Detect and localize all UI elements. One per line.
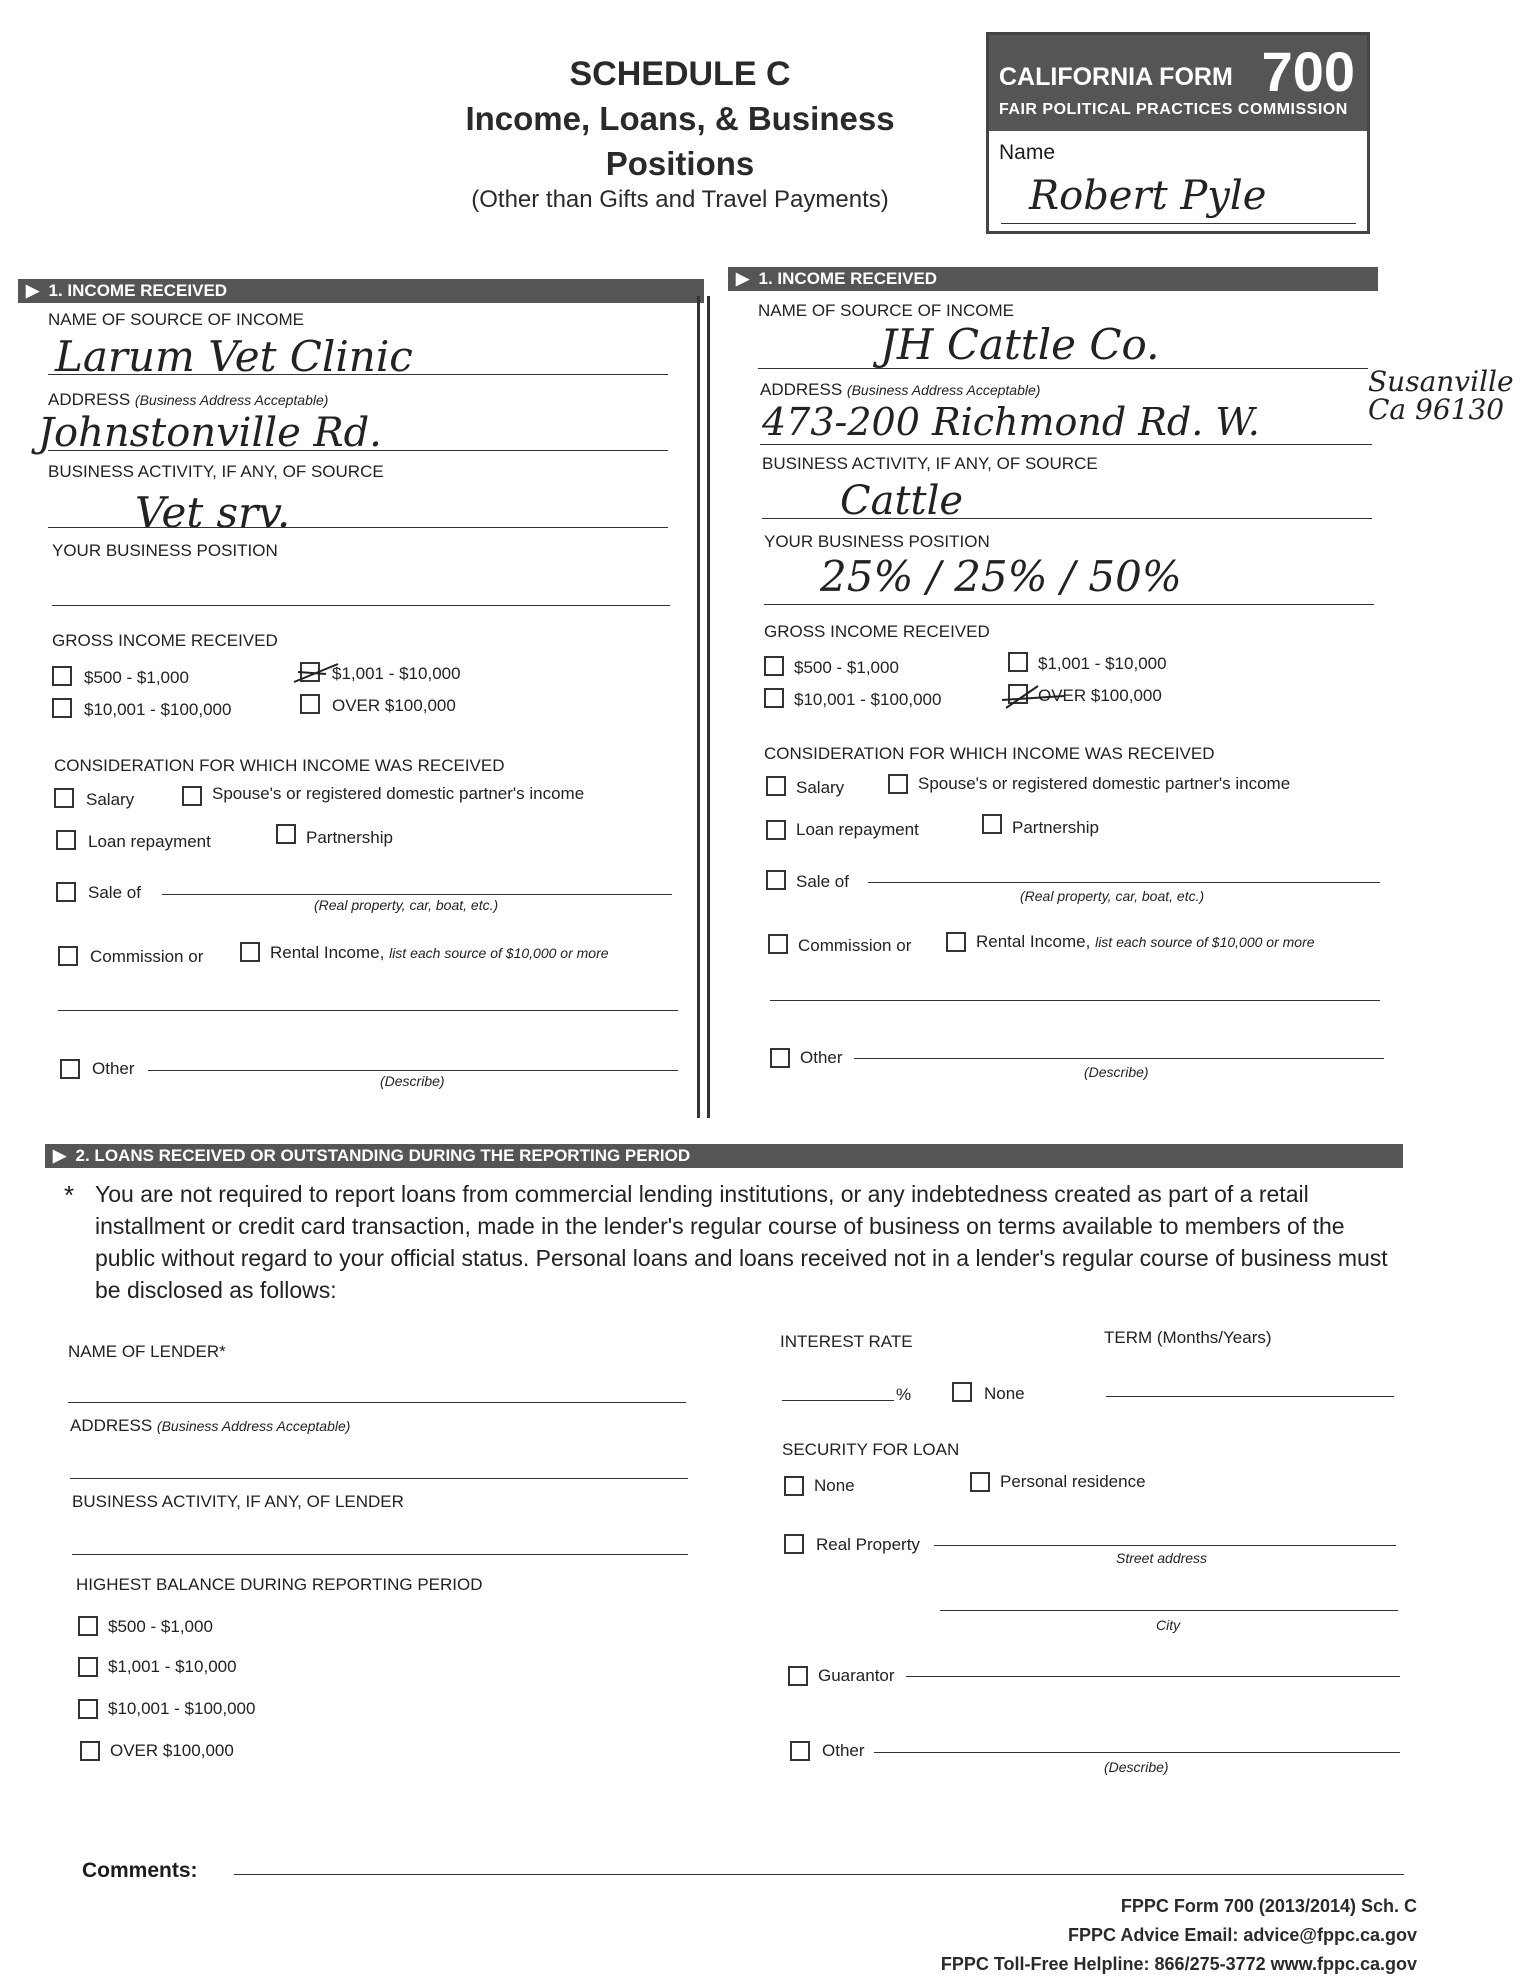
street-address-hint: Street address [1116,1550,1208,1566]
left-gross-10001-label: $10,001 - $100,000 [84,700,232,719]
right-consideration-label: CONSIDERATION FOR WHICH INCOME WAS RECEIVED [764,744,1215,763]
guarantor-line [906,1676,1400,1677]
guarantor-label: Guarantor [818,1666,895,1685]
right-position-line [764,604,1374,605]
right-address-label [760,380,1040,400]
income-left-section-title: 1. INCOME RECEIVED [48,281,228,300]
balance-10001-label: $10,001 - $100,000 [108,1699,256,1718]
right-gross-1001-label: $1,001 - $10,000 [1038,654,1167,673]
left-partnership-checkbox[interactable] [276,824,296,844]
right-gross-10001-label: $10,001 - $100,000 [794,690,942,709]
right-sale-checkbox[interactable] [766,870,786,890]
balance-label: HIGHEST BALANCE DURING REPORTING PERIOD [76,1575,483,1594]
right-gross-over-mark [998,684,1068,710]
left-gross-500-label: $500 - $1,000 [84,668,189,687]
right-sale-label: Sale of [796,872,849,891]
left-gross-10001-checkbox[interactable] [52,698,72,718]
right-source-label: NAME OF SOURCE OF INCOME [758,301,1014,320]
filer-name-signature: Robert Pyle [1029,173,1267,219]
left-position-line [52,605,670,606]
form-label: CALIFORNIA FORM [999,63,1233,91]
lender-address-label-text: ADDRESS [70,1416,153,1435]
lender-address-hint: (Business Address Acceptable) [156,1418,351,1434]
left-source-value[interactable]: Larum Vet Clinic [55,332,413,381]
schedule-title: SCHEDULE C [569,55,791,93]
right-loan-repayment-checkbox[interactable] [766,820,786,840]
loan-other-label: Other [822,1741,865,1760]
left-gross-over-label: OVER $100,000 [332,696,456,715]
filer-name-label: Name [999,141,1056,164]
footer-form-id: FPPC Form 700 (2013/2014) Sch. C [1120,1896,1417,1916]
city-hint: City [1156,1617,1181,1633]
right-sale-line [868,882,1380,883]
comments-label: Comments: [82,1859,198,1882]
lender-name-line [68,1402,686,1403]
right-source-value[interactable]: JH Cattle Co. [880,320,1160,369]
balance-10001-checkbox[interactable] [78,1699,98,1719]
right-gross-label: GROSS INCOME RECEIVED [764,622,990,641]
lender-name-label: NAME OF LENDER* [68,1342,226,1361]
right-source-line [758,368,1368,369]
page-title-line2: Positions [605,145,755,182]
loans-section-title: 2. LOANS RECEIVED OR OUTSTANDING DURING THE REPORTING PERIOD [75,1146,691,1165]
right-rental-checkbox[interactable] [946,932,966,952]
left-rental-label [270,943,609,963]
balance-over-checkbox[interactable] [80,1741,100,1761]
security-none-checkbox[interactable] [784,1476,804,1496]
left-sale-line [162,894,672,895]
real-property-checkbox[interactable] [784,1534,804,1554]
left-spouse-checkbox[interactable] [182,786,202,806]
interest-none-label: None [984,1384,1025,1403]
left-rental-text: Rental Income, [270,943,385,962]
interest-none-checkbox[interactable] [952,1382,972,1402]
balance-500-label: $500 - $1,000 [108,1617,213,1636]
right-activity-value[interactable]: Cattle [840,478,964,524]
real-property-label: Real Property [816,1535,920,1554]
left-commission-checkbox[interactable] [58,946,78,966]
left-gross-over-checkbox[interactable] [300,694,320,714]
loans-note-star: * [64,1180,75,1210]
left-describe-hint: (Describe) [380,1073,445,1089]
interest-rate-line [782,1400,894,1401]
right-commission-checkbox[interactable] [768,934,788,954]
right-loan-repayment-label: Loan repayment [796,820,919,839]
security-none-label: None [814,1476,855,1495]
personal-residence-checkbox[interactable] [970,1472,990,1492]
lender-activity-label: BUSINESS ACTIVITY, IF ANY, OF LENDER [72,1492,404,1511]
right-partnership-label: Partnership [1012,818,1099,837]
left-salary-checkbox[interactable] [54,788,74,808]
right-salary-label: Salary [796,778,845,797]
guarantor-checkbox[interactable] [788,1666,808,1686]
right-gross-500-label: $500 - $1,000 [794,658,899,677]
left-address-label-text: ADDRESS [48,390,131,409]
form-id-box [986,32,1370,234]
left-gross-label: GROSS INCOME RECEIVED [52,631,278,650]
loan-other-line [874,1752,1400,1753]
right-gross-10001-checkbox[interactable] [764,688,784,708]
right-salary-checkbox[interactable] [766,776,786,796]
income-left-section-bar: ▶ 1. INCOME RECEIVED [18,279,704,303]
personal-residence-label: Personal residence [1000,1472,1146,1491]
right-address-value[interactable]: 473-200 Richmond Rd. W. [762,400,1260,444]
left-activity-line [48,527,668,528]
left-other-line [148,1070,678,1071]
right-describe-hint: (Describe) [1084,1064,1149,1080]
loans-section-bar: ▶ 2. LOANS RECEIVED OR OUTSTANDING DURING THE REPORTING PERIOD [45,1144,1403,1168]
left-gross-1001-label: $1,001 - $10,000 [332,664,461,683]
left-activity-value[interactable]: Vet srv. [135,488,291,537]
left-gross-1001-mark [292,660,342,686]
interest-rate-label: INTEREST RATE [780,1332,913,1351]
page-subtitle: (Other than Gifts and Travel Payments) [471,186,889,213]
street-address-line [934,1545,1396,1546]
right-spouse-label: Spouse's or registered domestic partner's income [918,774,1291,793]
right-rental-label [976,932,1315,952]
footer-email: FPPC Advice Email: advice@fppc.ca.gov [1068,1925,1417,1945]
right-address-note: Susanville Ca 96130 [1368,365,1514,426]
footer-helpline: FPPC Toll-Free Helpline: 866/275-3772 www.fppc.ca.gov [940,1954,1417,1974]
lender-address-line [70,1478,688,1479]
balance-over-label: OVER $100,000 [110,1741,234,1760]
left-sale-checkbox[interactable] [56,882,76,902]
right-rental-text: Rental Income, [976,932,1091,951]
right-position-label: YOUR BUSINESS POSITION [764,532,990,551]
loans-note: You are not required to report loans from commercial lending institutions, or any indebtedness created as part of a retail installment or credit card transaction, made in the lender's regular course of business on terms available to members of the public without regard to your official status. Personal loans and loans received not in a lender's regular course of business must be disclosed as follows: [95,1181,1388,1303]
comments-line[interactable] [234,1874,1404,1875]
right-gross-500-checkbox[interactable] [764,656,784,676]
left-rental-checkbox[interactable] [240,942,260,962]
column-divider-right [707,296,710,1118]
term-label: TERM (Months/Years) [1104,1328,1272,1347]
left-sale-label: Sale of [88,883,141,902]
right-sale-hint: (Real property, car, boat, etc.) [1020,888,1205,904]
right-other-checkbox[interactable] [770,1048,790,1068]
lender-activity-line [72,1554,688,1555]
left-address-line [48,450,668,451]
left-sale-hint: (Real property, car, boat, etc.) [314,897,499,913]
left-address-label [48,390,328,410]
lender-address-label [70,1416,350,1436]
right-partnership-checkbox[interactable] [982,814,1002,834]
left-rental-line [58,1010,678,1011]
loan-describe-hint: (Describe) [1104,1759,1169,1775]
left-position-label: YOUR BUSINESS POSITION [52,541,278,560]
name-line [1001,223,1356,224]
left-source-line [48,374,668,375]
term-line [1106,1396,1394,1397]
right-rental-line [770,1000,1380,1001]
loan-other-checkbox[interactable] [790,1741,810,1761]
left-commission-label: Commission or [90,947,204,966]
balance-1001-label: $1,001 - $10,000 [108,1657,237,1676]
right-other-label: Other [800,1048,843,1067]
left-other-checkbox[interactable] [60,1059,80,1079]
left-loan-repayment-label: Loan repayment [88,832,211,851]
right-address-line [760,444,1372,445]
left-source-label: NAME OF SOURCE OF INCOME [48,310,304,329]
security-label: SECURITY FOR LOAN [782,1440,960,1459]
left-activity-label: BUSINESS ACTIVITY, IF ANY, OF SOURCE [48,462,384,481]
balance-1001-checkbox[interactable] [78,1657,98,1677]
income-right-section-bar: ▶ 1. INCOME RECEIVED [728,267,1378,291]
left-address-hint: (Business Address Acceptable) [134,392,329,408]
left-address-value[interactable]: Johnstonville Rd. [38,410,382,456]
left-salary-label: Salary [86,790,135,809]
left-consideration-label: CONSIDERATION FOR WHICH INCOME WAS RECEIVED [54,756,505,775]
form-number: 700 [1261,40,1355,103]
income-right-section-title: 1. INCOME RECEIVED [758,269,938,288]
right-rental-hint: list each source of $10,000 or more [1095,934,1315,950]
interest-percent: % [896,1385,912,1404]
right-address-hint: (Business Address Acceptable) [846,382,1041,398]
right-address-label-text: ADDRESS [760,380,843,399]
commission-label: FAIR POLITICAL PRACTICES COMMISSION [999,101,1348,118]
left-partnership-label: Partnership [306,828,393,847]
left-loan-repayment-checkbox[interactable] [56,830,76,850]
right-other-line [854,1058,1384,1059]
right-activity-line [762,518,1372,519]
left-gross-500-checkbox[interactable] [52,666,72,686]
column-divider-left [697,296,700,1118]
left-other-label: Other [92,1059,135,1078]
left-rental-hint: list each source of $10,000 or more [389,945,609,961]
right-position-value[interactable]: 25% / 25% / 50% [820,552,1182,601]
page-title-line1: Income, Loans, & Business [465,100,895,137]
form-id-header [989,35,1367,131]
right-spouse-checkbox[interactable] [888,774,908,794]
city-line [940,1610,1398,1611]
right-activity-label: BUSINESS ACTIVITY, IF ANY, OF SOURCE [762,454,1098,473]
right-commission-label: Commission or [798,936,912,955]
balance-500-checkbox[interactable] [78,1616,98,1636]
left-spouse-label: Spouse's or registered domestic partner's income [212,784,585,803]
right-gross-over-label: OVER $100,000 [1038,686,1162,705]
right-gross-1001-checkbox[interactable] [1008,652,1028,672]
